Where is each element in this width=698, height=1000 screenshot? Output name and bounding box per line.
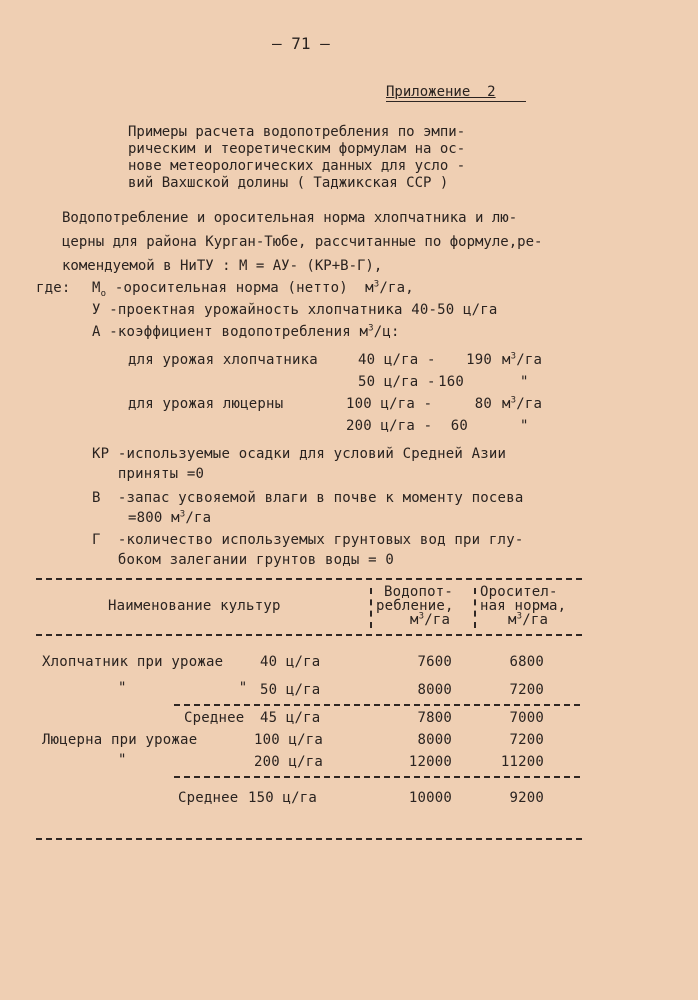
- table-row-5-yield: 200 ц/га: [254, 754, 324, 770]
- table-row-3-label: Среднее: [184, 710, 245, 726]
- table-header-culture: Наименование культур: [108, 598, 281, 614]
- table-header-irrig-1: Оросител-: [480, 584, 558, 600]
- def-a: [92, 324, 400, 340]
- def-mo: [92, 279, 414, 299]
- table-header-rule: [36, 634, 582, 636]
- mo-text: -оросительная норма (нетто) м: [106, 280, 374, 296]
- kr-symbol: КР: [92, 446, 110, 462]
- page-number: — 71 —: [272, 34, 330, 53]
- appendix-title: Приложение 2: [386, 84, 496, 100]
- cotton-label: для урожая хлопчатника: [128, 352, 318, 368]
- coef-row-3-yield: 100 ц/га -: [346, 396, 433, 412]
- coef-row-3-unit: $м^3/га$: [502, 395, 543, 412]
- table-header-divider-1: [370, 588, 372, 628]
- intro-line-2: церны для района Курган-Тюбе, рассчитанные по формуле,ре-: [62, 234, 543, 250]
- table-row-4-irrig: 7200: [509, 732, 544, 748]
- def-u: [92, 302, 498, 318]
- table-row-1-irrig: 6800: [509, 654, 544, 670]
- table-header-water-1: Водопот-: [384, 584, 454, 600]
- table-subtotal-rule-1: [174, 704, 580, 706]
- table-row-4-label: Люцерна при урожае: [42, 732, 198, 748]
- coef-row-3-value: 80: [474, 396, 492, 412]
- a-sup: 3: [368, 323, 374, 334]
- table-row-1-label: Хлопчатник при урожае: [42, 654, 224, 670]
- title-line-1: Примеры расчета водопотребления по эмпи-: [128, 124, 466, 140]
- def-v-line-1: В -запас усвояемой влаги в почве к моменту посева: [92, 490, 524, 506]
- table-header-water-3: $м^3/га$: [410, 611, 451, 628]
- where-label: где:: [36, 280, 71, 296]
- alfalfa-label: для урожая люцерны: [128, 396, 284, 412]
- mo-sup: 3: [373, 279, 380, 290]
- table-row-3-irrig: 7000: [509, 710, 544, 726]
- title-line-4: вий Вахшской долины ( Таджикская ССР ): [128, 175, 449, 191]
- coef-row-2-unit: ": [520, 374, 529, 390]
- table-row-3-water: 7800: [417, 710, 452, 726]
- coef-row-4-yield: 200 ц/га -: [346, 418, 433, 434]
- table-header-irrig-3: $м^3/га$: [508, 611, 549, 628]
- a-unit: /ц:: [373, 324, 400, 340]
- mo-subscript: о: [100, 288, 107, 299]
- mo-symbol: М: [92, 280, 101, 296]
- table-subtotal-rule-2: [174, 776, 580, 778]
- coef-row-1-unit: $м^3/га$: [502, 351, 543, 368]
- title-line-2: рическим и теоретическим формулам на ос-: [128, 141, 466, 157]
- intro-line-1: Водопотребление и оросительная норма хлопчатника и лю-: [62, 210, 518, 226]
- table-row-3-yield: 45 ц/га: [260, 710, 321, 726]
- v-symbol: В: [92, 490, 101, 506]
- def-kr-line-2: приняты =0: [92, 466, 205, 482]
- table-row-6-label: Среднее: [178, 790, 239, 806]
- coef-row-2-yield: 50 ц/га -: [358, 374, 436, 390]
- table-top-rule: [36, 578, 582, 580]
- table-row-2-irrig: 7200: [509, 682, 544, 698]
- a-symbol: А: [92, 324, 101, 340]
- g-symbol: Г: [92, 532, 101, 548]
- coef-row-4-unit: ": [520, 418, 529, 434]
- table-row-4-water: 8000: [417, 732, 452, 748]
- table-row-2-label: " ": [118, 680, 248, 696]
- def-g-line-1: Г -количество используемых грунтовых вод при глу-: [92, 532, 524, 548]
- a-text: -коэффициент водопотребления м: [100, 324, 369, 340]
- mo-unit: /га,: [379, 280, 414, 296]
- table-row-2-water: 8000: [417, 682, 452, 698]
- coef-row-1-yield: 40 ц/га -: [358, 352, 436, 368]
- table-row-1-water: 7600: [417, 654, 452, 670]
- table-row-6-yield: 150 ц/га: [248, 790, 318, 806]
- def-g-line-2: боком залегании грунтов воды = 0: [92, 552, 395, 568]
- u-text: -проектная урожайность хлопчатника 40-50 ц/га: [100, 302, 498, 318]
- appendix-underline: [386, 101, 526, 102]
- intro-line-3: комендуемой в НиТУ : М = АУ- (КР+В-Г),: [62, 258, 383, 274]
- table-row-5-label: ": [118, 752, 127, 768]
- title-line-3: нове метеорологических данных для усло -: [128, 158, 466, 174]
- table-header-divider-2: [474, 588, 476, 628]
- table-row-1-yield: 40 ц/га: [260, 654, 321, 670]
- table-row-5-water: 12000: [408, 754, 452, 770]
- table-bottom-rule: [36, 838, 582, 840]
- table-row-6-water: 10000: [408, 790, 452, 806]
- table-row-2-yield: 50 ц/га: [260, 682, 321, 698]
- table-header-water-2: ребление,: [376, 598, 454, 614]
- table-row-6-irrig: 9200: [509, 790, 544, 806]
- u-symbol: У: [92, 302, 101, 318]
- def-kr-line-1: КР -используемые осадки для условий Средней Азии: [92, 446, 507, 462]
- table-header-irrig-2: ная норма,: [480, 598, 567, 614]
- coef-row-4-value: 60: [450, 418, 468, 434]
- coef-row-2-value: 160: [438, 374, 464, 390]
- table-row-4-yield: 100 ц/га: [254, 732, 324, 748]
- def-v-line-2: =800 $м^3/га$: [128, 509, 212, 526]
- table-row-5-irrig: 11200: [500, 754, 544, 770]
- coef-row-1-value: 190: [466, 352, 492, 368]
